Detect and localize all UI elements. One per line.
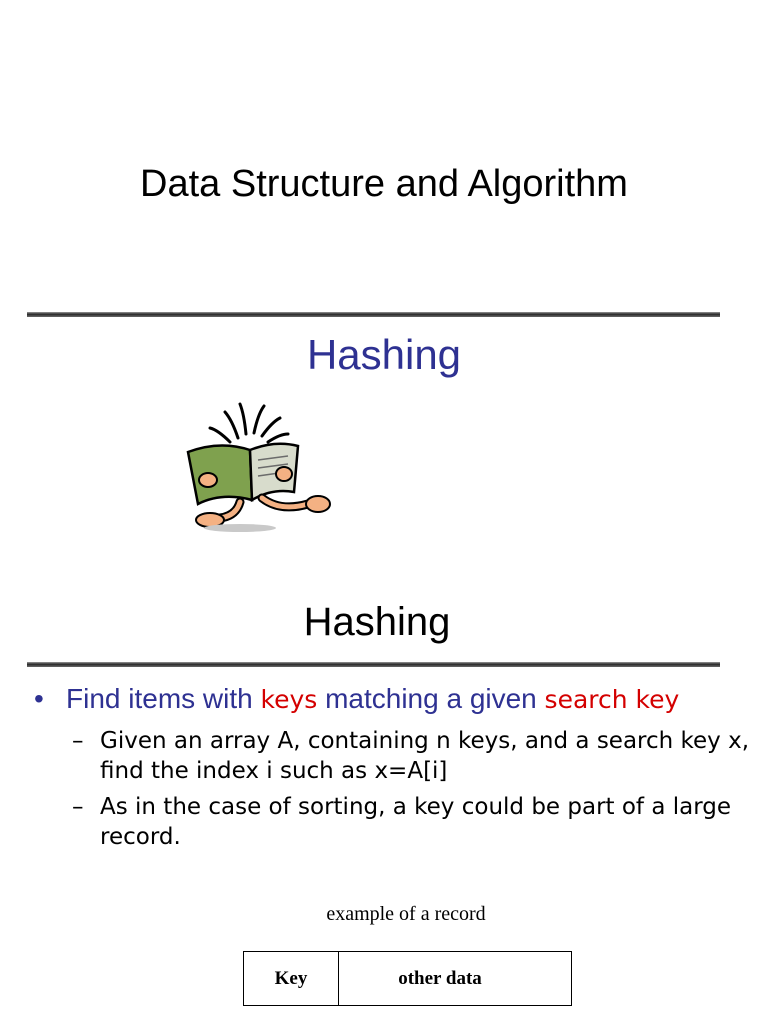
record-other-data-cell: other data — [398, 967, 482, 989]
slide-2-divider — [27, 312, 720, 317]
slide-2 — [0, 300, 768, 570]
record-key-cell: Key — [244, 952, 339, 1005]
reading-book-icon — [180, 400, 335, 535]
bullet-marker: • — [34, 683, 44, 714]
bullet-text-part2: matching a given — [317, 683, 545, 714]
slide-3-title: Hashing — [303, 600, 451, 644]
sub-point-text: As in the case of sorting, a key could be part of a large record. — [100, 794, 732, 850]
slide-2-title: Hashing — [306, 331, 462, 378]
keyword-keys: keys — [260, 685, 318, 714]
main-bullet — [34, 683, 754, 715]
slide-3-divider — [27, 662, 720, 667]
sub-point-dash: – — [72, 728, 84, 754]
sub-point-text: Given an array A, containing n keys, and a search key x, find the index i such as x=A[i] — [100, 728, 750, 784]
sub-point-1 — [72, 726, 762, 786]
slide-1 — [0, 0, 768, 290]
slide-3 — [0, 585, 768, 1024]
keyword-search-key: search key — [544, 685, 680, 714]
record-table — [243, 951, 572, 1006]
sub-point-2 — [72, 792, 762, 852]
record-caption: example of a record — [326, 903, 486, 925]
sub-point-dash: – — [72, 794, 84, 820]
slide-1-title: Data Structure and Algorithm — [140, 163, 628, 205]
bullet-text-part1: Find items with — [66, 683, 261, 714]
